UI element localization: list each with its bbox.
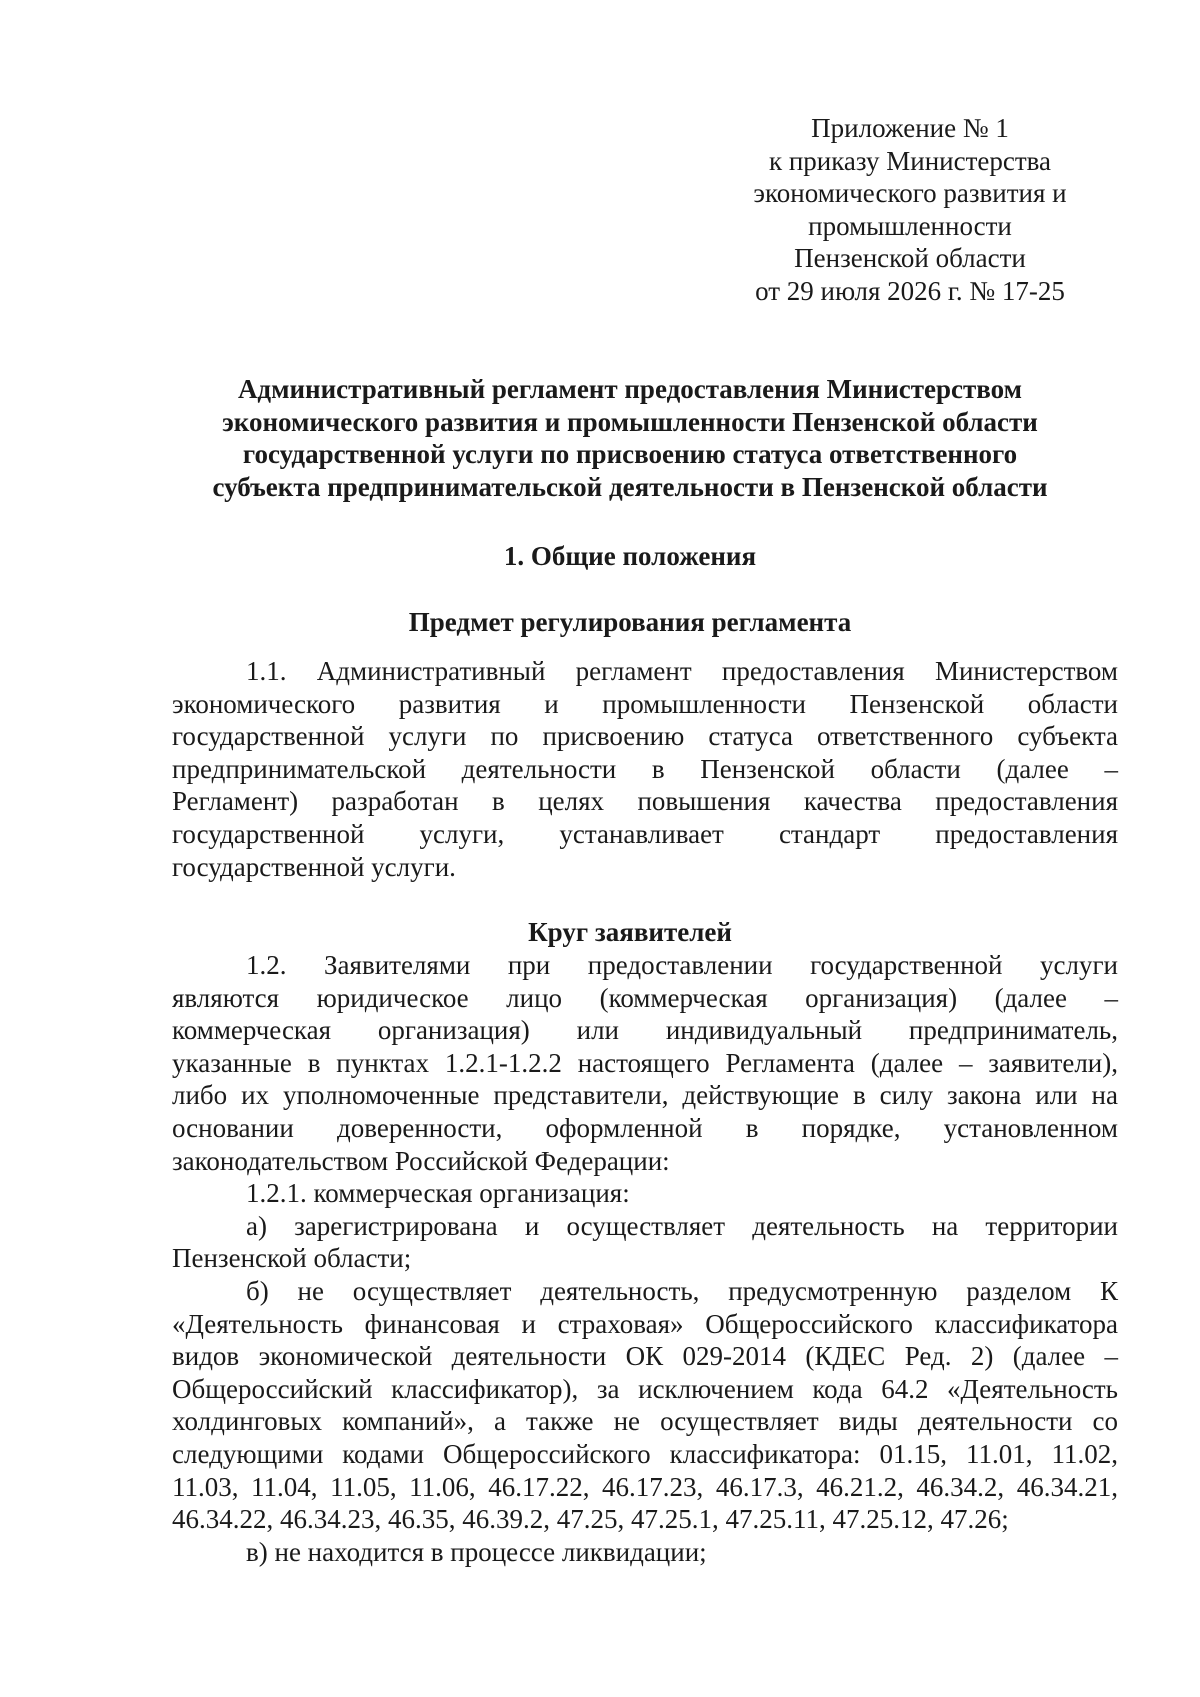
paragraph-line: государственной услуги. bbox=[172, 851, 456, 882]
paragraph-line: государственной услуги по присвоению статуса ответственного субъекта bbox=[172, 721, 1118, 752]
item-c: в) не находится в процессе ликвидации; bbox=[246, 1536, 707, 1567]
paragraph-line: 1.1. Административный регламент предоставления Министерством bbox=[246, 656, 1118, 686]
item-b-line: 46.34.22, 46.34.23, 46.35, 46.39.2, 47.25, 47.25.1, 47.25.11, 47.25.12, 47.26; bbox=[172, 1504, 1009, 1535]
title-line: экономического развития и промышленности Пензенской области bbox=[222, 406, 1038, 437]
title-line: Административный регламент предоставления Министерством bbox=[237, 374, 1023, 404]
subsection-heading: Предмет регулирования регламента bbox=[408, 607, 852, 637]
title-line: субъекта предпринимательской деятельности в Пензенской области bbox=[212, 471, 1048, 502]
item-a-line: Пензенской области; bbox=[172, 1243, 412, 1274]
item-b-line: б) не осуществляет деятельность, предусмотренную разделом К bbox=[246, 1275, 1118, 1306]
paragraph-line: являются юридическое лицо (коммерческая организация) (далее – bbox=[172, 982, 1118, 1013]
item-a-line: а) зарегистрирована и осуществляет деятельность на территории bbox=[246, 1210, 1118, 1241]
paragraph-line: основании доверенности, оформленной в порядке, установленном bbox=[172, 1112, 1118, 1143]
paragraph-line: законодательством Российской Федерации: bbox=[172, 1145, 670, 1176]
section-heading: 1. Общие положения bbox=[503, 541, 757, 571]
applicants-heading: Круг заявителей bbox=[528, 917, 732, 947]
title-line: государственной услуги по присвоению статуса ответственного bbox=[242, 439, 1018, 470]
item-b-line: следующими кодами Общероссийского классификатора: 01.15, 11.01, 11.02, bbox=[172, 1438, 1118, 1469]
paragraph-line: экономического развития и промышленности Пензенской области bbox=[172, 688, 1118, 719]
paragraph-line: предпринимательской деятельности в Пензенской области (далее – bbox=[172, 753, 1118, 784]
paragraph-line: коммерческая организация) или индивидуальный предприниматель, bbox=[172, 1015, 1118, 1046]
paragraph-line: 1.2. Заявителями при предоставлении государственной услуги bbox=[246, 950, 1118, 980]
paragraph-line: либо их уполномоченные представители, действующие в силу закона или на bbox=[172, 1080, 1118, 1111]
appendix-line: экономического развития и bbox=[753, 178, 1067, 209]
appendix-line: от 29 июля 2026 г. № 17-25 bbox=[755, 275, 1065, 306]
paragraph-1-2 bbox=[172, 949, 1118, 1568]
item-b-line: 11.03, 11.04, 11.05, 11.06, 46.17.22, 46.17.23, 46.17.3, 46.21.2, 46.34.2, 46.34.21, bbox=[172, 1471, 1118, 1502]
item-b-line: видов экономической деятельности ОК 029-2014 (КДЕС Ред. 2) (далее – bbox=[172, 1341, 1118, 1372]
appendix-line: Приложение № 1 bbox=[811, 113, 1009, 143]
appendix-line: к приказу Министерства bbox=[768, 145, 1052, 176]
paragraph-line: государственной услуги, устанавливает стандарт предоставления bbox=[172, 818, 1118, 849]
appendix-stamp bbox=[700, 112, 1120, 308]
appendix-line: Пензенской области bbox=[794, 243, 1026, 274]
paragraph-1-2-1: 1.2.1. коммерческая организация: bbox=[246, 1178, 630, 1209]
document-title bbox=[170, 373, 1090, 503]
paragraph-1-1 bbox=[172, 655, 1118, 883]
item-b-line: «Деятельность финансовая и страховая» Общероссийского классификатора bbox=[172, 1308, 1118, 1339]
item-b-line: холдинговых компаний», а также не осуществляет виды деятельности со bbox=[172, 1406, 1118, 1437]
item-b-line: Общероссийский классификатор), за исключением кода 64.2 «Деятельность bbox=[172, 1373, 1118, 1404]
appendix-line: промышленности bbox=[808, 210, 1012, 241]
paragraph-line: Регламент) разработан в целях повышения качества предоставления bbox=[172, 786, 1118, 817]
paragraph-line: указанные в пунктах 1.2.1-1.2.2 настоящего Регламента (далее – заявители), bbox=[172, 1047, 1118, 1078]
